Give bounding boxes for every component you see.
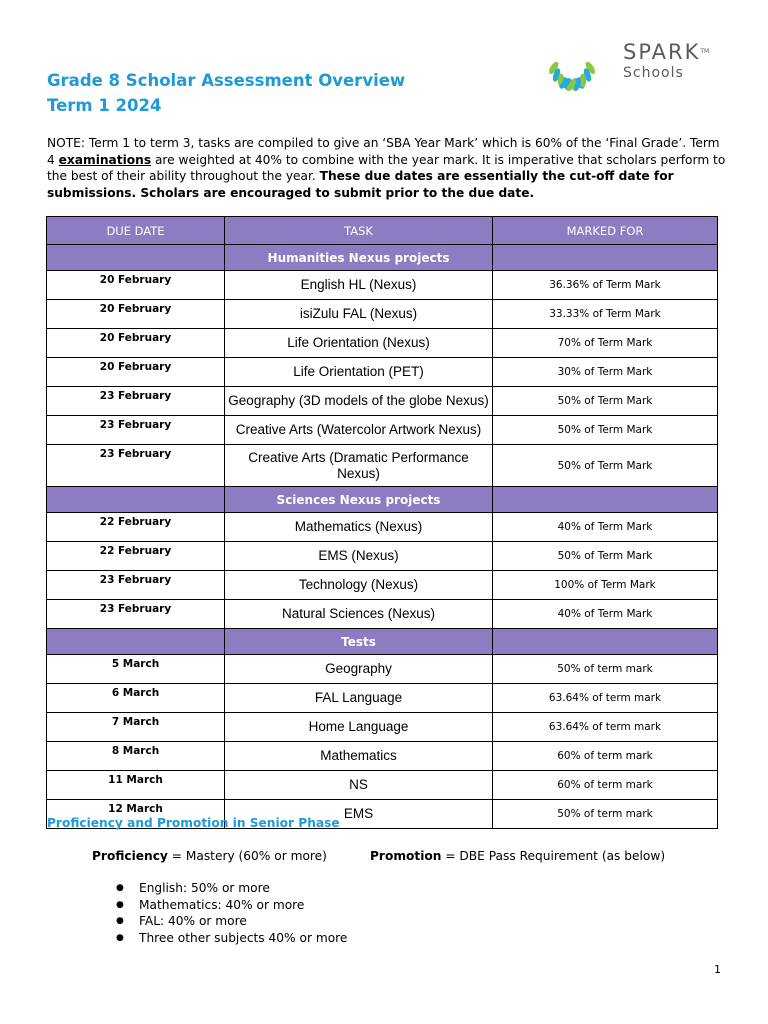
marked-for-cell: 100% of Term Mark — [493, 571, 718, 600]
task-cell: Life Orientation (PET) — [225, 358, 493, 387]
note-bold: These due dates are essentially the cut-off date for submissions. Scholars are encouraged to submit prior to the due date. — [47, 169, 674, 200]
section-blank-cell — [493, 629, 718, 655]
promotion-text: = DBE Pass Requirement (as below) — [441, 849, 666, 863]
marked-for-cell: 63.64% of term mark — [493, 684, 718, 713]
header-task: TASK — [225, 217, 493, 245]
assessment-table — [46, 216, 718, 829]
due-date-cell: 20 February — [47, 329, 225, 358]
marked-for-cell: 33.33% of Term Mark — [493, 300, 718, 329]
requirements-list — [92, 880, 347, 946]
promotion-definition — [370, 849, 665, 863]
table-row — [47, 513, 718, 542]
proficiency-heading: Proficiency and Promotion in Senior Phase — [47, 816, 340, 830]
marked-for-cell: 60% of term mark — [493, 742, 718, 771]
proficiency-definition — [92, 849, 327, 863]
table-row — [47, 358, 718, 387]
due-date-cell: 23 February — [47, 445, 225, 487]
due-date-cell: 12 March — [47, 800, 225, 829]
marked-for-cell: 50% of term mark — [493, 655, 718, 684]
due-date-cell: 22 February — [47, 542, 225, 571]
table-row — [47, 713, 718, 742]
title-line-1: Grade 8 Scholar Assessment Overview — [47, 71, 406, 90]
table-row — [47, 684, 718, 713]
task-cell: Home Language — [225, 713, 493, 742]
marked-for-cell: 40% of Term Mark — [493, 513, 718, 542]
table-row — [47, 445, 718, 487]
section-blank-cell — [493, 487, 718, 513]
due-date-cell: 20 February — [47, 271, 225, 300]
marked-for-cell: 36.36% of Term Mark — [493, 271, 718, 300]
due-date-cell: 5 March — [47, 655, 225, 684]
note-part-1: NOTE: Term 1 to term 3, tasks are compiled to give an ‘SBA Year Mark’ which is 60% of the ‘Final Grade’. Term 4 — [47, 136, 720, 167]
marked-for-cell: 60% of term mark — [493, 771, 718, 800]
promotion-label: Promotion — [370, 849, 442, 863]
section-blank-cell — [47, 245, 225, 271]
section-row — [47, 629, 718, 655]
logo-trademark: TM — [700, 48, 710, 55]
laurel-wreath-icon — [528, 26, 618, 92]
marked-for-cell: 50% of Term Mark — [493, 445, 718, 487]
assessment-note — [47, 135, 727, 201]
table-row — [47, 542, 718, 571]
note-part-2: are weighted at 40% to combine with the year mark. It is imperative that scholars perform to the best of their ability throughout the year. — [47, 152, 726, 183]
section-row — [47, 245, 718, 271]
table-row — [47, 655, 718, 684]
section-title: Humanities Nexus projects — [225, 245, 493, 271]
marked-for-cell: 50% of Term Mark — [493, 387, 718, 416]
task-cell: isiZulu FAL (Nexus) — [225, 300, 493, 329]
due-date-cell: 6 March — [47, 684, 225, 713]
note-examinations: examinations — [58, 152, 152, 167]
section-title: Tests — [225, 629, 493, 655]
table-row — [47, 271, 718, 300]
logo-subtitle: Schools — [623, 65, 684, 81]
due-date-cell: 23 February — [47, 571, 225, 600]
task-cell: Geography — [225, 655, 493, 684]
table-row — [47, 416, 718, 445]
task-cell: Life Orientation (Nexus) — [225, 329, 493, 358]
header-marked-for: MARKED FOR — [493, 217, 718, 245]
spark-schools-logo — [528, 26, 718, 92]
table-row — [47, 329, 718, 358]
table-row — [47, 300, 718, 329]
task-cell: FAL Language — [225, 684, 493, 713]
marked-for-cell: 50% of Term Mark — [493, 542, 718, 571]
title-line-2: Term 1 2024 — [47, 96, 162, 115]
task-cell: Technology (Nexus) — [225, 571, 493, 600]
section-blank-cell — [493, 245, 718, 271]
due-date-cell: 23 February — [47, 600, 225, 629]
table-row — [47, 571, 718, 600]
section-blank-cell — [47, 487, 225, 513]
table-header-row — [47, 217, 718, 245]
section-row — [47, 487, 718, 513]
requirement-item: ● English: 50% or more — [92, 880, 347, 897]
task-cell: EMS — [225, 800, 493, 829]
task-cell: Mathematics — [225, 742, 493, 771]
document-title — [47, 68, 405, 118]
requirement-item: ● Three other subjects 40% or more — [92, 930, 347, 947]
due-date-cell: 23 February — [47, 387, 225, 416]
marked-for-cell: 50% of term mark — [493, 800, 718, 829]
task-cell: EMS (Nexus) — [225, 542, 493, 571]
requirement-item: ● FAL: 40% or more — [92, 913, 347, 930]
due-date-cell: 23 February — [47, 416, 225, 445]
task-cell: NS — [225, 771, 493, 800]
due-date-cell: 8 March — [47, 742, 225, 771]
logo-name: SPARK — [623, 40, 701, 64]
due-date-cell: 7 March — [47, 713, 225, 742]
due-date-cell: 22 February — [47, 513, 225, 542]
marked-for-cell: 30% of Term Mark — [493, 358, 718, 387]
marked-for-cell: 70% of Term Mark — [493, 329, 718, 358]
proficiency-label: Proficiency — [92, 849, 168, 863]
proficiency-text: = Mastery (60% or more) — [167, 849, 327, 863]
table-row — [47, 600, 718, 629]
page-number: 1 — [714, 963, 721, 976]
marked-for-cell: 40% of Term Mark — [493, 600, 718, 629]
section-title: Sciences Nexus projects — [225, 487, 493, 513]
section-blank-cell — [47, 629, 225, 655]
due-date-cell: 20 February — [47, 358, 225, 387]
task-cell: Mathematics (Nexus) — [225, 513, 493, 542]
marked-for-cell: 50% of Term Mark — [493, 416, 718, 445]
task-cell: Creative Arts (Watercolor Artwork Nexus) — [225, 416, 493, 445]
task-cell: Creative Arts (Dramatic Performance Nexus) — [225, 445, 493, 487]
task-cell: English HL (Nexus) — [225, 271, 493, 300]
task-cell: Geography (3D models of the globe Nexus) — [225, 387, 493, 416]
requirement-item: ● Mathematics: 40% or more — [92, 897, 347, 914]
due-date-cell: 20 February — [47, 300, 225, 329]
table-row — [47, 771, 718, 800]
table-row — [47, 387, 718, 416]
due-date-cell: 11 March — [47, 771, 225, 800]
task-cell: Natural Sciences (Nexus) — [225, 600, 493, 629]
table-row — [47, 742, 718, 771]
header-due-date: DUE DATE — [47, 217, 225, 245]
marked-for-cell: 63.64% of term mark — [493, 713, 718, 742]
